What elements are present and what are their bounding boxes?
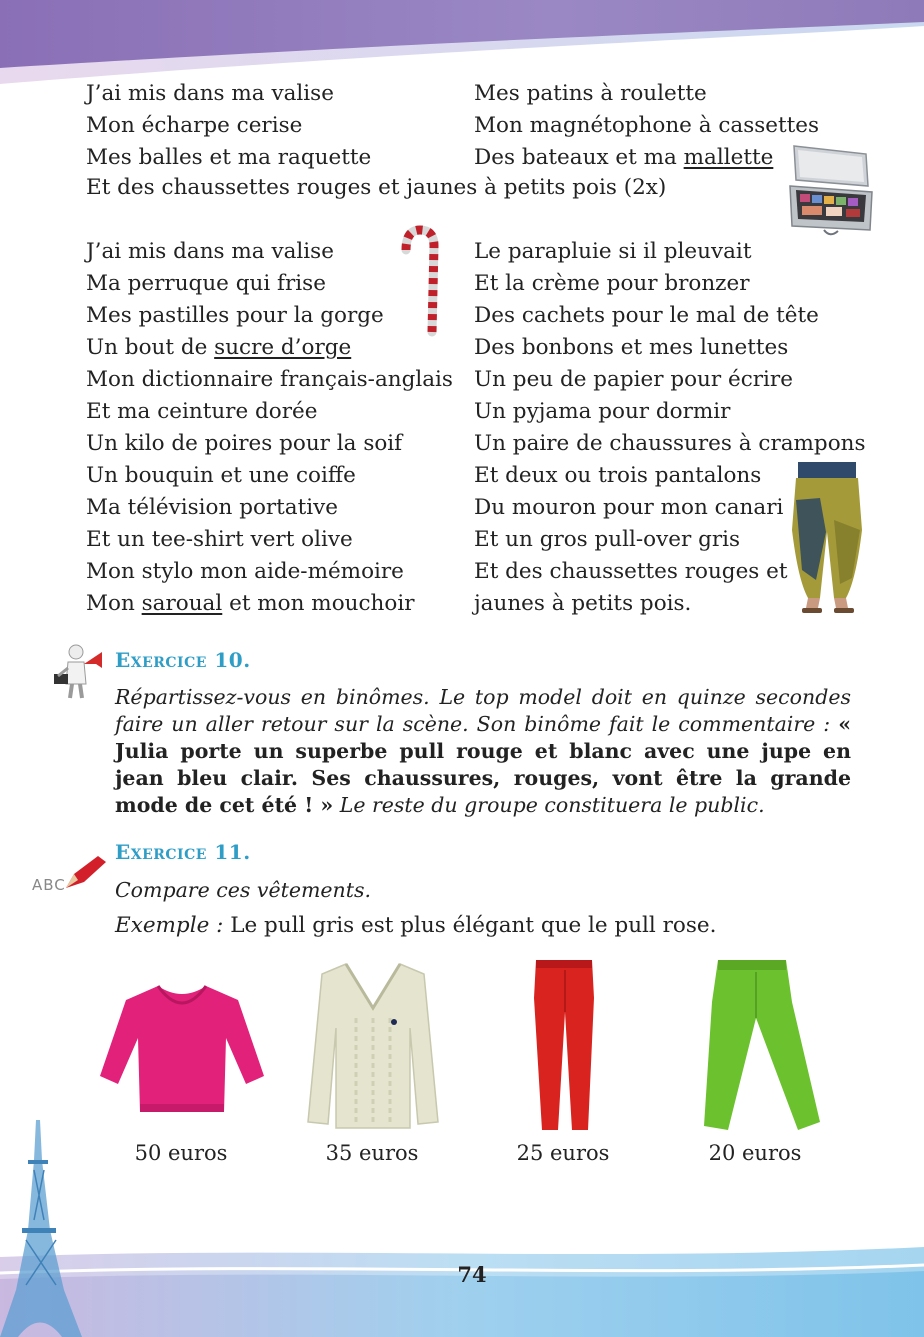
- poem-line: Et des chaussettes rouges et: [474, 559, 788, 584]
- poem-line: Des bonbons et mes lunettes: [474, 335, 789, 360]
- exercise10-body: [115, 684, 851, 819]
- poem-line: J’ai mis dans ma valise: [86, 239, 334, 264]
- poem-text: Un bout de: [86, 335, 215, 360]
- example-text: Le pull gris est plus élégant que le pull rose.: [230, 913, 717, 938]
- exercise11-instruction: Compare ces vêtements.: [115, 878, 372, 902]
- poem-line: Un paire de chaussures à crampons: [474, 431, 866, 456]
- poem-line: J’ai mis dans ma valise: [86, 81, 334, 106]
- underlined-word: sucre d’orge: [214, 335, 352, 360]
- pencil-icon: [60, 852, 108, 894]
- poem-line: Mon écharpe cerise: [86, 113, 303, 138]
- candy-cane-image: [396, 224, 442, 338]
- poem-line: Du mouron pour mon canari: [474, 495, 784, 520]
- poem-line: Un pyjama pour dormir: [474, 399, 731, 424]
- makeup-case-image: [786, 140, 876, 240]
- page-number: 74: [457, 1262, 487, 1287]
- pink-sweater-image: [98, 980, 266, 1118]
- poem-line: Un kilo de poires pour la soif: [86, 431, 403, 456]
- stanza1-left: [86, 78, 371, 174]
- saroual-image: [790, 460, 864, 620]
- poem-line: Et un gros pull-over gris: [474, 527, 741, 552]
- price-label: 50 euros: [134, 1141, 228, 1165]
- poem-line: [474, 142, 819, 174]
- exercise10-outro: Le reste du groupe constituera le public.: [339, 793, 765, 817]
- poem-line: Le parapluie si il pleuvait: [474, 239, 752, 264]
- red-trousers-image: [530, 958, 598, 1134]
- poem-line: Ma télévision portative: [86, 495, 339, 520]
- eiffel-tower-image: [0, 1120, 84, 1337]
- poem-text: Des bateaux et ma: [474, 145, 684, 170]
- poem-line: Mon dictionnaire français-anglais: [86, 367, 453, 392]
- exercise11-title: Exercice 11.: [115, 840, 251, 864]
- stanza1-right: [474, 78, 819, 174]
- poem-text: et mon mouchoir: [222, 591, 415, 616]
- poem-line: Mes patins à roulette: [474, 81, 707, 106]
- price-label: 35 euros: [325, 1141, 419, 1165]
- underlined-word: saroual: [141, 591, 223, 616]
- poem-line: Et la crème pour bronzer: [474, 271, 750, 296]
- megaphone-person-icon: [50, 642, 106, 700]
- exercise11-example: [115, 913, 716, 938]
- exercise10-intro: Répartissez-vous en binômes. Le top model doit en quinze secondes faire un aller retour sur la scène. Son binôme fait le commentaire :: [115, 685, 851, 736]
- header-band: [0, 0, 924, 90]
- poem-line: Ma perruque qui frise: [86, 271, 326, 296]
- poem-line: Et deux ou trois pantalons: [474, 463, 762, 488]
- poem-line: Des cachets pour le mal de tête: [474, 303, 819, 328]
- poem-line: Mon stylo mon aide-mémoire: [86, 559, 404, 584]
- abc-icon-label: ABC: [32, 876, 66, 894]
- poem-line: Mes pastilles pour la gorge: [86, 303, 384, 328]
- poem-text: Mon: [86, 591, 142, 616]
- poem-line: Un peu de papier pour écrire: [474, 367, 793, 392]
- poem-line: Et ma ceinture dorée: [86, 399, 318, 424]
- poem-line: [86, 588, 453, 620]
- poem-line: Et un tee-shirt vert olive: [86, 527, 353, 552]
- poem-line: Un bouquin et une coiffe: [86, 463, 356, 488]
- poem-line: jaunes à petits pois.: [474, 591, 692, 616]
- price-label: 20 euros: [708, 1141, 802, 1165]
- price-label: 25 euros: [516, 1141, 610, 1165]
- green-trousers-image: [688, 958, 822, 1134]
- exercise10-quote: « Julia porte un superbe pull rouge et blanc avec une jupe en jean bleu clair. Ses chaussures, rouges, vont être la grande mode de cet été ! »: [115, 712, 851, 817]
- example-label: Exemple :: [115, 913, 224, 938]
- poem-line: Mon magnétophone à cassettes: [474, 113, 820, 138]
- refrain-line: Et des chaussettes rouges et jaunes à petits pois (2x): [86, 175, 667, 200]
- cream-sweater-image: [306, 958, 440, 1132]
- poem-line: Mes balles et ma raquette: [86, 145, 372, 170]
- exercise10-title: Exercice 10.: [115, 648, 251, 672]
- underlined-word: mallette: [683, 145, 774, 170]
